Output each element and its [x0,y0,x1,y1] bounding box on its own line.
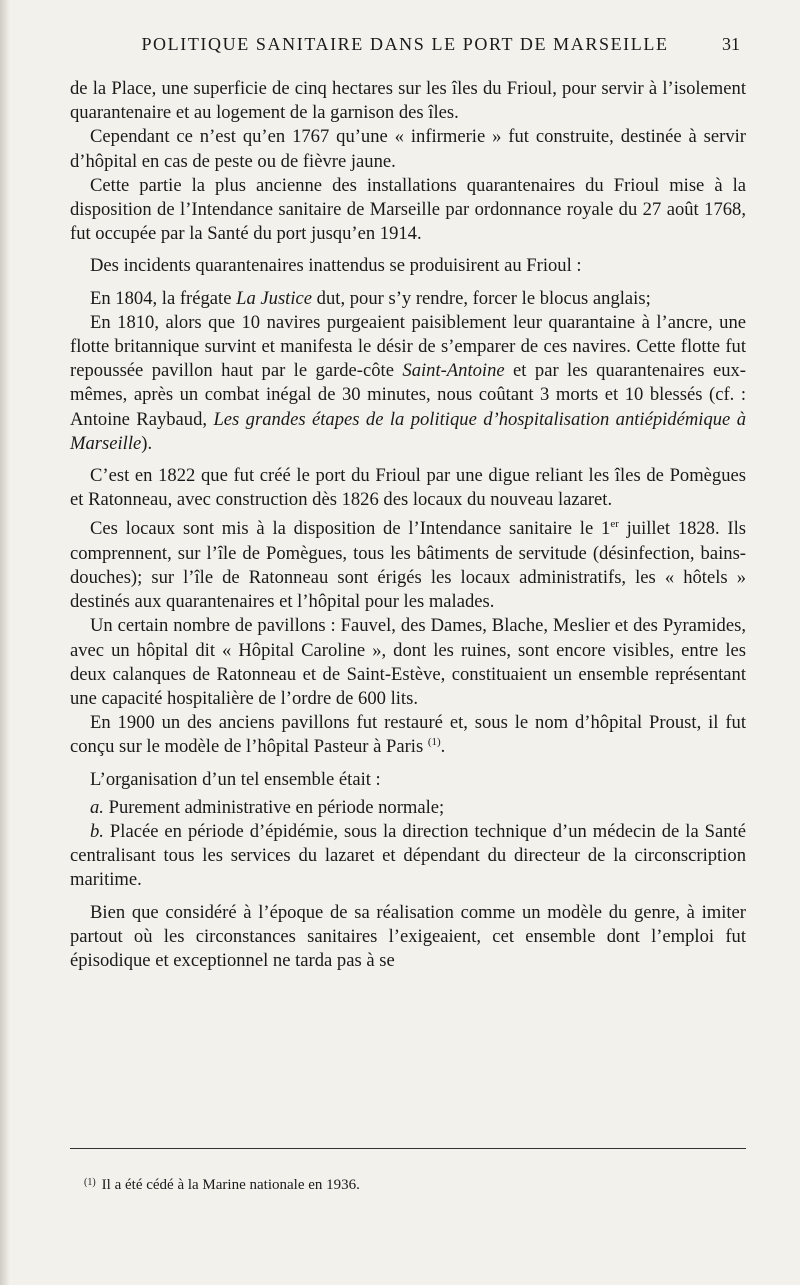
paragraph-5 [70,287,746,311]
paragraph-11: L’organisation d’un tel ensemble était : [90,768,381,790]
footnote [84,1173,744,1195]
paragraph-10 [70,711,746,759]
footnote-rule [70,1148,746,1149]
paragraph-10-text-b: . [440,736,446,758]
list-item-a [70,796,746,820]
paragraph-8 [70,512,746,614]
book-title: Les grandes étapes de la politique d’hospitalisation antiépidémique à Marseille [70,408,746,454]
list-label-b: b. [90,821,104,843]
paragraph-6-text-b: et par les quarantenaires eux-mêmes, après un combat inégal de 30 minutes, nous coûtant 3 morts et 10 blessés (cf. : Antoine Raybaud, [70,360,746,430]
paragraph-4: Des incidents quarantenaires inattendus se produisirent au Frioul : [90,255,582,277]
paragraph-6-text-c: ). [141,432,153,454]
footnote-text: Il a été cédé à la Marine nationale en 1936. [101,1177,360,1193]
paragraph-8-text-a: Ces locaux sont mis à la disposition de l’Intendance sanitaire le 1 [90,518,611,540]
footnote-mark: (1) [84,1177,96,1188]
list-item-b-text: Placée en période d’épidémie, sous la direction technique d’un médecin de la Santé centralisant tous les services du lazaret et dépendant du directeur de la circonscription maritime. [70,821,746,891]
paragraph-6 [70,311,746,456]
paragraph-5-text-a: En 1804, la frégate [90,287,237,309]
paragraph-8-text-b: juillet 1828. Ils comprennent, sur l’île de Pomègues, tous les bâtiments de servitude (désinfection, bains-douches); sur l’île de Ratonneau sont érigés les locaux administratifs, les « hôtels » destinés aux quarantenaires et l’hôpital pour les malades. [70,518,746,613]
footnote-reference: (1) [427,736,441,749]
paragraph-14: Bien que considéré à l’époque de sa réalisation comme un modèle du genre, à imiter partout où les circonstances sanitaires l’exigeaient, cet ensemble dont l’emploi fut épisodique et exceptionnel ne tarda pas à se [70,901,746,972]
ship-name-saint-antoine: Saint-Antoine [402,360,505,382]
paragraph-6-text-a: En 1810, alors que 10 navires purgeaient paisiblement leur quarantaine à l’ancre, une flotte britannique survint et manifesta le désir de s’emparer de ces navires. Cette flotte fut repoussée pavillon haut par le garde-côte [70,311,746,382]
body-text [70,77,746,973]
page-header [0,34,800,60]
paragraph-9: Un certain nombre de pavillons : Fauvel, des Dames, Blache, Meslier et des Pyramides, avec un hôpital dit « Hôpital Caroline », dont les ruines, sont encore visibles, entre les deux calanques de Ratonneau et de Saint-Estève, constituaient un ensemble représentant une capacité hospitalière de l’ordre de 600 lits. [70,615,746,710]
paragraph-3: Cette partie la plus ancienne des installations quarantenaires du Frioul mise à la disposition de l’Intendance sanitaire de Marseille par ordonnance royale du 27 août 1768, fut occupée par la Santé du port jusqu’en 1914. [70,174,746,245]
list-label-a: a. [90,796,104,818]
paragraph-5-text-b: dut, pour s’y rendre, forcer le blocus anglais; [312,287,651,309]
page-edge-shadow [0,0,10,1285]
ordinal-superscript: er [610,518,619,531]
list-item-b [70,820,746,893]
list-item-a-text: Purement administrative en période normale; [103,796,445,818]
running-title: POLITIQUE SANITAIRE DANS LE PORT DE MARSEILLE [141,34,669,54]
paragraph-10-text-a: En 1900 un des anciens pavillons fut restauré et, sous le nom d’hôpital Proust, il fut conçu sur le modèle de l’hôpital Pasteur à Paris [70,712,746,758]
paragraph-1: de la Place, une superficie de cinq hectares sur les îles du Frioul, pour servir à l’isolement quarantenaire et au logement de la garnison des îles. [70,78,746,124]
paragraph-2: Cependant ce n’est qu’en 1767 qu’une « infirmerie » fut construite, destinée à servir d’hôpital en cas de peste ou de fièvre jaune. [70,126,746,172]
paragraph-7: C’est en 1822 que fut créé le port du Frioul par une digue reliant les îles de Pomègues et Ratonneau, avec construction dès 1826 des locaux du nouveau lazaret. [70,465,746,511]
ship-name-la-justice: La Justice [236,287,313,309]
page-number: 31 [722,34,740,54]
